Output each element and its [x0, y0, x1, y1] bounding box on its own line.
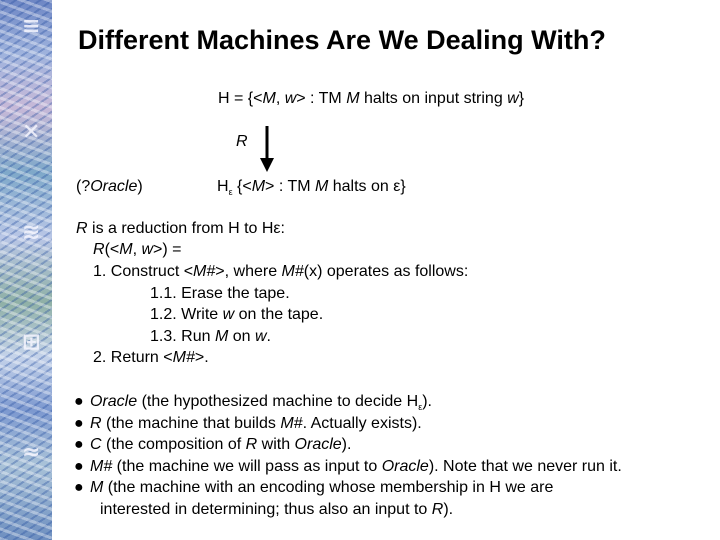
reduction-step-2: 2. Return <M#>.	[93, 349, 209, 366]
list-item: ● R (the machine that builds M#. Actually exists).	[74, 415, 422, 432]
list-item-continuation: interested in determining; thus also an input to R).	[100, 501, 454, 518]
bullet-icon: ●	[74, 415, 84, 432]
reduction-step-1-1: 1.1. Erase the tape.	[150, 285, 290, 302]
reduction-label: R	[236, 133, 248, 150]
bullet-icon: ●	[74, 436, 84, 453]
decorative-side-strip	[0, 0, 52, 540]
list-item: ● M# (the machine we will pass as input to Oracle). Note that we never run it.	[74, 458, 622, 475]
decor-glyph: ≈	[22, 440, 41, 465]
slide-title: Different Machines Are We Dealing With?	[78, 25, 606, 55]
reduction-intro: R is a reduction from H to Hε:	[76, 220, 285, 237]
h-definition: H = {<M, w> : TM M halts on input string w}	[218, 90, 525, 107]
reduction-step-1-3: 1.3. Run M on w.	[150, 328, 271, 345]
decor-glyph: ⊞	[22, 330, 41, 355]
bullet-icon: ●	[74, 393, 84, 410]
reduction-step-1-2: 1.2. Write w on the tape.	[150, 306, 324, 323]
decor-glyph: ✕	[22, 120, 41, 145]
bullet-icon: ●	[74, 479, 84, 496]
list-item: ● C (the composition of R with Oracle).	[74, 436, 352, 453]
reduction-step-1: 1. Construct <M#>, where M#(x) operates as follows:	[93, 263, 469, 280]
bullet-icon: ●	[74, 458, 84, 475]
list-item: ● M (the machine with an encoding whose membership in H we are	[74, 479, 554, 496]
oracle-label: (?Oracle)	[76, 178, 143, 195]
reduction-call: R(<M, w>) =	[93, 241, 182, 258]
list-item: ● Oracle (the hypothesized machine to decide $H_\varepsilon$).	[74, 393, 432, 413]
decor-glyph: ≡	[22, 14, 41, 39]
down-arrow-icon	[258, 126, 276, 172]
he-definition: $H_\varepsilon$ {<M> : TM M halts on ε}	[217, 178, 406, 198]
decor-glyph: ≋	[22, 220, 41, 245]
